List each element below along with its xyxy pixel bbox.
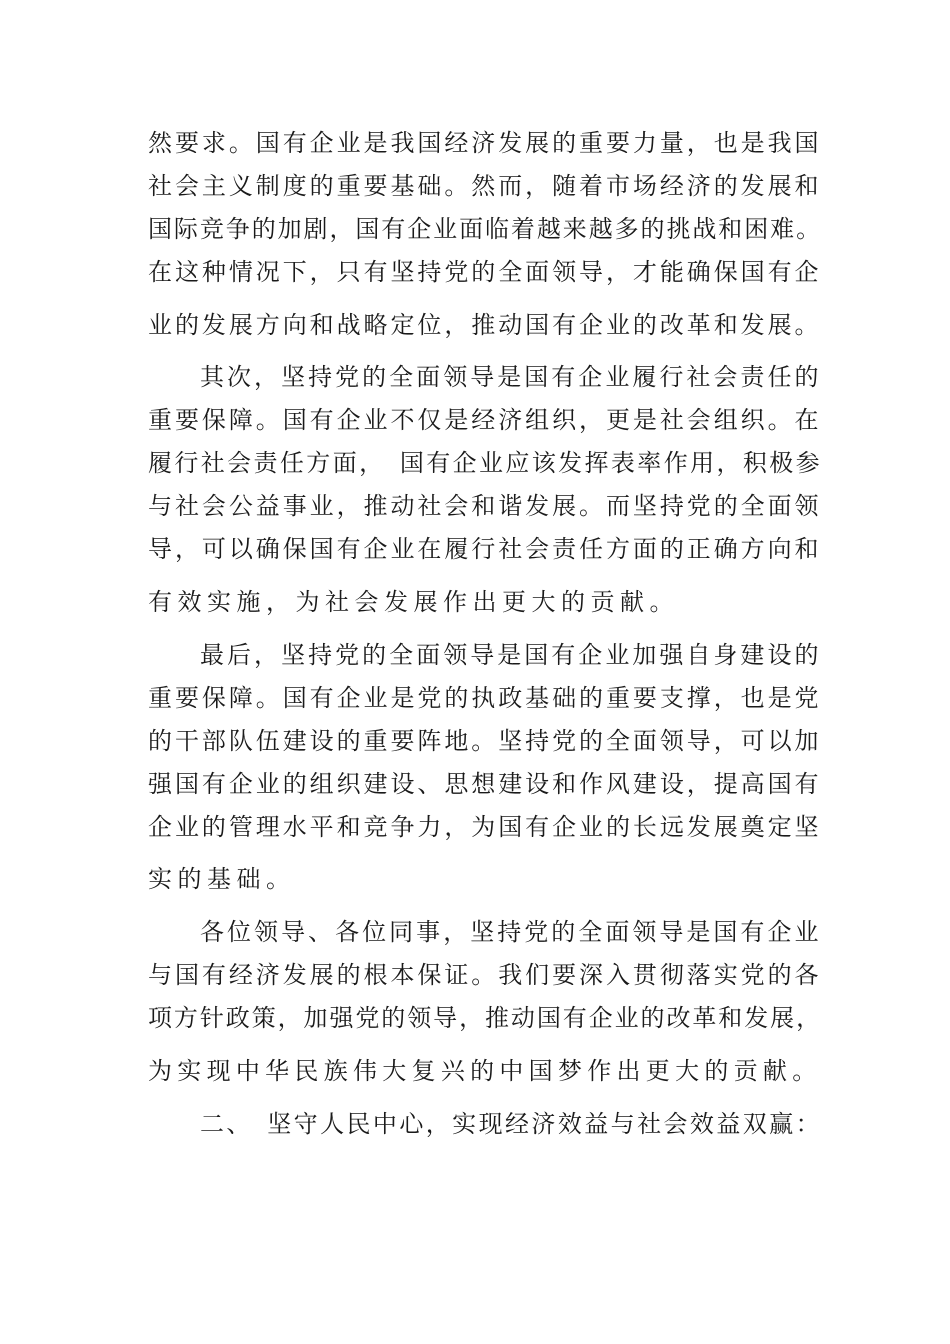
body-text-line: 国际竞争的加剧，国有企业面临着越来越多的挑战和困难。 — [148, 215, 822, 243]
body-text-line: 强国有企业的组织建设、思想建设和作风建设，提高国有 — [148, 770, 822, 798]
body-text-line: 在这种情况下，只有坚持党的全面领导，才能确保国有企 — [148, 258, 822, 286]
paragraph-first-line: 其次，坚持党的全面领导是国有企业履行社会责任的 — [200, 363, 822, 391]
body-text-line: 与社会公益事业，推动社会和谐发展。而坚持党的全面领 — [148, 492, 822, 520]
paragraph-first-line: 最后，坚持党的全面领导是国有企业加强自身建设的 — [200, 641, 822, 669]
body-text-line: 实的基础。 — [148, 865, 296, 893]
body-text-line: 与国有经济发展的根本保证。我们要深入贯彻落实党的各 — [148, 961, 822, 989]
body-text-line: 然要求。国有企业是我国经济发展的重要力量，也是我国 — [148, 129, 822, 157]
section-heading: 二、 坚守人民中心，实现经济效益与社会效益双赢： — [200, 1110, 822, 1138]
body-text-line: 导，可以确保国有企业在履行社会责任方面的正确方向和 — [148, 535, 822, 563]
body-text-line: 企业的管理水平和竞争力，为国有企业的长远发展奠定坚 — [148, 813, 822, 841]
body-text-line: 的干部队伍建设的重要阵地。坚持党的全面领导，可以加 — [148, 727, 822, 755]
body-text-line: 业的发展方向和战略定位，推动国有企业的改革和发展。 — [148, 311, 822, 339]
body-text-line: 社会主义制度的重要基础。然而，随着市场经济的发展和 — [148, 172, 822, 200]
body-text-line: 项方针政策，加强党的领导，推动国有企业的改革和发展， — [148, 1004, 822, 1032]
body-text-line: 重要保障。国有企业不仅是经济组织，更是社会组织。在 — [148, 406, 822, 434]
body-text-line: 为实现中华民族伟大复兴的中国梦作出更大的贡献。 — [148, 1057, 822, 1085]
paragraph-first-line: 各位领导、各位同事，坚持党的全面领导是国有企业 — [200, 918, 822, 946]
body-text-line: 履行社会责任方面， 国有企业应该发挥表率作用，积极参 — [148, 449, 822, 477]
body-text-line: 有效实施，为社会发展作出更大的贡献。 — [148, 588, 679, 616]
body-text-line: 重要保障。国有企业是党的执政基础的重要支撑，也是党 — [148, 684, 822, 712]
